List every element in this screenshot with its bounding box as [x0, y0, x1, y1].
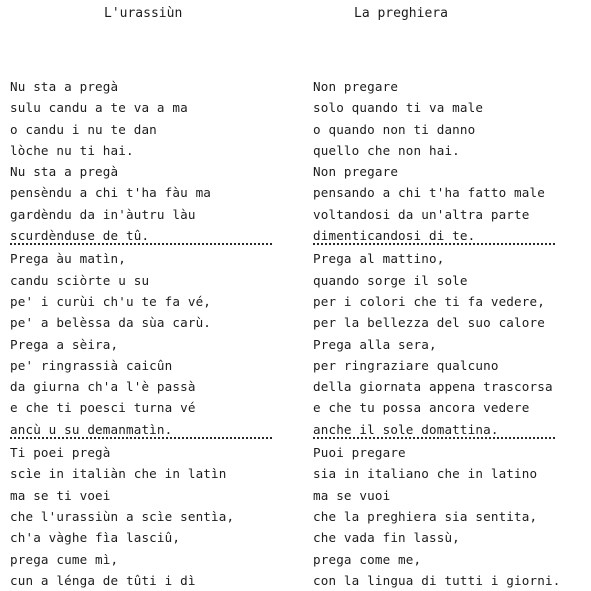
verse-line: gardèndu da in'àutru làu — [10, 206, 196, 222]
column-italian — [313, 76, 591, 591]
verse-line: scurdènduse de tû. — [10, 228, 150, 244]
verse-line: quello che non hai. — [313, 142, 460, 158]
verse-line: pensando a chi t'ha fatto male — [313, 185, 545, 201]
verse-line: o quando non ti danno — [313, 121, 476, 137]
verse-line: pe' i curùi ch'u te fa vé, — [10, 293, 212, 309]
verse-line: che la preghiera sia sentita, — [313, 508, 538, 524]
stanza — [10, 76, 295, 246]
title-dialect: L'urassiùn — [104, 6, 183, 21]
verse-line: ma se vuoi — [313, 487, 391, 503]
verse-line: Nu sta a pregà — [10, 164, 119, 180]
column-dialect — [10, 76, 295, 591]
verse-line: sia in italiano che in latino — [313, 466, 538, 482]
verse-line: che l'urassiùn a scìe sentìa, — [10, 508, 235, 524]
verse-line: voltandosi da un'altra parte — [313, 206, 530, 222]
verse-line: Prega àu matìn, — [10, 251, 126, 267]
verse-line: quando sorge il sole — [313, 272, 468, 288]
verse-line: candu sciòrte u su — [10, 272, 150, 288]
verse-line: prega cume mì, — [10, 551, 119, 567]
verse-line: e che tu possa ancora vedere — [313, 400, 530, 416]
verse-line: Prega a sèira, — [10, 336, 119, 352]
title-italian: La preghiera — [354, 6, 448, 21]
verse-line: pe' a belèssa da sùa carù. — [10, 315, 212, 331]
verse-line: ancù u su demanmatìn. — [10, 421, 173, 437]
verse-line: per i colori che ti fa vedere, — [313, 293, 545, 309]
stanza — [313, 442, 591, 591]
verse-line: sulu candu a te va a ma — [10, 100, 188, 116]
verse-line: da giurna ch'a l'è passà — [10, 379, 196, 395]
verse-line: cun a lénga de tûti i dì — [10, 572, 196, 588]
verse-line: dimenticandosi di te. — [313, 228, 476, 244]
verse-line: con la lingua di tutti i giorni. — [313, 572, 561, 588]
verse-line: Prega alla sera, — [313, 336, 437, 352]
verse-line: prega come me, — [313, 551, 422, 567]
verse-line: Prega al mattino, — [313, 251, 445, 267]
verse-line: o candu i nu te dan — [10, 121, 157, 137]
verse-line: ch'a vàghe fìa lasciû, — [10, 530, 181, 546]
verse-line: anche il sole domattina. — [313, 421, 499, 437]
verse-line: Puoi pregare — [313, 445, 406, 461]
verse-line: che vada fin lassù, — [313, 530, 460, 546]
stanza — [10, 248, 295, 440]
verse-line: per la bellezza del suo calore — [313, 315, 545, 331]
verse-line: della giornata appena trascorsa — [313, 379, 553, 395]
stanza — [10, 442, 295, 591]
verse-line: pensèndu a chi t'ha fàu ma — [10, 185, 212, 201]
verse-line: pe' ringrassià caicûn — [10, 357, 173, 373]
stanza — [313, 76, 591, 246]
verse-line: scìe in italiàn che in latìn — [10, 466, 227, 482]
verse-line: ma se ti voei — [10, 487, 111, 503]
verse-line: Non pregare — [313, 164, 399, 180]
stanza — [313, 248, 591, 440]
verse-line: e che ti poesci turna vé — [10, 400, 196, 416]
verse-line: Nu sta a pregà — [10, 79, 119, 94]
verse-line: lòche nu ti hai. — [10, 142, 134, 158]
verse-line: solo quando ti va male — [313, 100, 484, 116]
verse-line: Non pregare — [313, 79, 399, 94]
verse-line: Ti poei pregà — [10, 445, 111, 461]
verse-line: per ringraziare qualcuno — [313, 357, 499, 373]
